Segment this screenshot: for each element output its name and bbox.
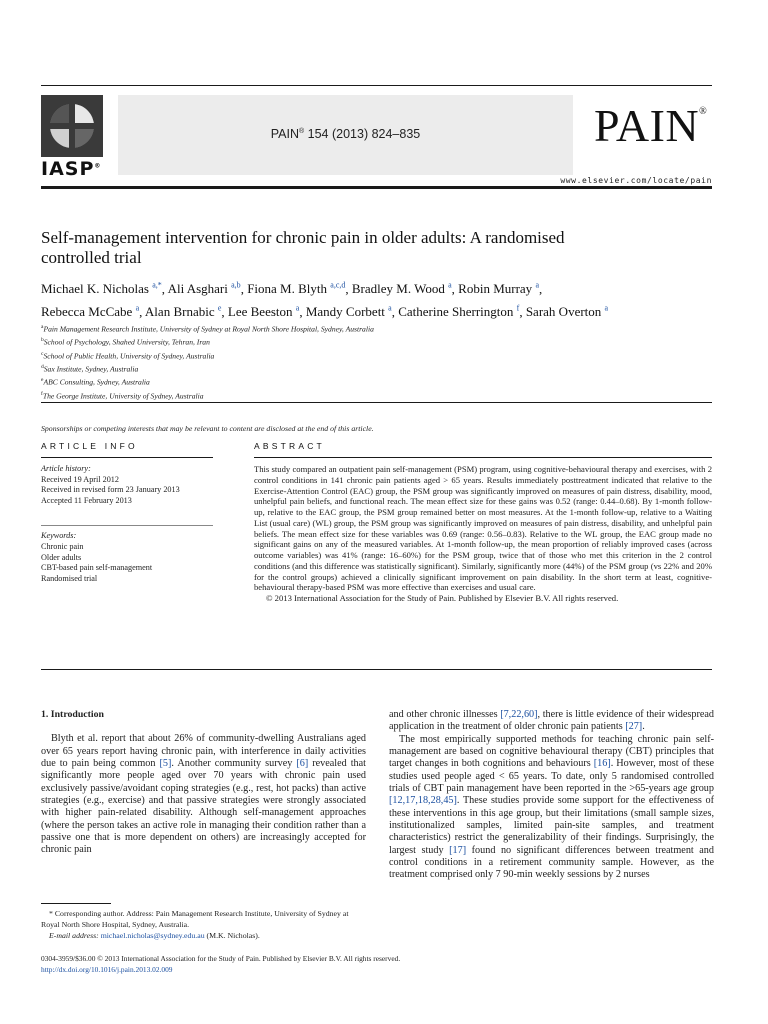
author-name: Mandy Corbett $^a$ (305, 303, 392, 320)
keyword: Chronic pain (41, 541, 84, 551)
author-name: Michael K. Nicholas $^{a,*}$ (41, 281, 162, 297)
body-paragraph: The most empirically supported methods for teaching chronic pain self-management are based on cognitive behavioural therapy (CBT) principles that target changes in both cognitions and behaviours [16]. However, most of these studies used people aged < 65 years. To date, only 5 randomised controlled trials of CBT pain management have been reported in the >65-years age group [12,17,18,28,45]. These studies provide some support for the effectiveness of these interventions in this age group, but their limitations (small sample sizes, institutionalized samples, limited pain-site samples, and treatment characteristics) restrict the generalizability of their findings. Surprisingly, the largest study [17] found no significant differences between treatment and control conditions in a retirement community sample. However, as the treatment comprised only 7 90-min weekly sessions by 2 nurses (389, 733, 714, 881)
author-name: Sarah Overton $^a$ (525, 303, 609, 320)
affiliation-item: $^e$ABC Consulting, Sydney, Australia (41, 377, 150, 387)
issn-copyright-line: 0304-3959/$36.00 © 2013 International Association for the Study of Pain. Published by Elsevier B.V. All rights reserved. (41, 954, 401, 963)
affiliation-item: $^f$The George Institute, University of Sydney, Australia (41, 390, 204, 401)
journal-url-link[interactable]: www.elsevier.com/locate/pain (560, 176, 712, 185)
keyword: Randomised trial (41, 573, 98, 583)
affiliations-rule (41, 402, 712, 403)
citation-link[interactable]: [6] (296, 758, 309, 770)
header-thick-rule (41, 186, 712, 189)
citation-link[interactable]: [5] (159, 758, 172, 770)
article-info-rule (41, 457, 213, 458)
author-name: Bradley M. Wood $^a$ (351, 281, 452, 297)
received-date: Received 19 April 2012 (41, 474, 119, 484)
citation-link[interactable]: [27] (625, 721, 643, 733)
affiliation-item: $^c$School of Public Health, University of Sydney, Australia (41, 350, 215, 361)
author-name: Ali Asghari $^{a,b}$ (167, 281, 241, 297)
body-right-column (389, 709, 714, 882)
doi-link[interactable]: http://dx.doi.org/10.1016/j.pain.2013.02.009 (41, 965, 173, 974)
author-name: Catherine Sherrington $^f$ (398, 303, 520, 320)
author-name: Rebecca McCabe $^a$ (41, 303, 140, 320)
iasp-logo-text: IASP® (41, 158, 102, 180)
author-name: Robin Murray $^a$ (458, 281, 539, 297)
citation-link[interactable]: [17] (449, 844, 467, 856)
affiliation-list (41, 322, 374, 402)
keywords-label: Keywords: (41, 531, 77, 541)
sponsorship-note: Sponsorships or competing interests that may be relevant to content are disclosed at the end of this article. (41, 424, 374, 433)
article-title: Self-management intervention for chronic pain in older adults: A randomised controlled trial (41, 228, 565, 267)
abstract-copyright: © 2013 International Association for the Study of Pain. Published by Elsevier B.V. All rights reserved. (266, 593, 619, 603)
pain-journal-logo: PAIN® (594, 100, 708, 151)
keyword: Older adults (41, 552, 82, 562)
journal-citation: PAIN® 154 (2013) 824–835 (270, 127, 421, 141)
affiliation-item: $^b$School of Psychology, Shahed University, Tehran, Iran (41, 337, 210, 347)
info-divider (41, 525, 213, 526)
body-paragraph: Blyth et al. report that about 26% of community-dwelling Australians aged over 65 years report having chronic pain, with interference in daily activities due to pain being common [5]. Another community survey [6] revealed that significantly more people aged over 70 years with chronic pain used exclusively passive/avoidant coping strategies (e.g., rest, hot packs) than active strategies (e.g., exercise) and that passive strategies were strongly associated with higher pain-related disability. Although self-management approaches (where the person takes an active role in managing their condition rather than a passive one that is more dependent on others) are increasingly accepted for chronic pain (41, 733, 366, 856)
footnote-rule (41, 903, 111, 904)
citation-link[interactable]: [7,22,60] (500, 709, 538, 720)
author-name: Lee Beeston $^a$ (227, 303, 300, 320)
body-left-column (41, 709, 366, 857)
affiliation-item: $^a$Pain Management Research Institute, University of Sydney at Royal North Shore Hospital, Sydney, Australia (41, 324, 374, 334)
affiliation-item: $^d$Sax Institute, Sydney, Australia (41, 363, 139, 374)
abstract-bottom-rule (41, 669, 712, 670)
history-label: Article history: (41, 464, 91, 473)
accepted-date: Accepted 11 February 2013 (41, 495, 132, 505)
iasp-logo-graphic (41, 95, 103, 161)
body-paragraph: and other chronic illnesses [7,22,60], there is little evidence of their widespread application in the treatment of older chronic pain patients [27]. (389, 709, 714, 733)
abstract-heading: ABSTRACT (254, 441, 325, 451)
citation-link[interactable]: [16] (593, 758, 611, 770)
citation-link[interactable]: [12,17,18,28,45] (389, 795, 457, 807)
abstract-rule (254, 457, 712, 458)
corresponding-author-footnote: * Corresponding author. Address: Pain Management Research Institute, University of Sydney at Royal North Shore Hospital, Sydney, Australia. E-mail address: michael.nicholas@sydney.edu.au (M.K. Nicholas). (41, 909, 349, 940)
revised-date: Received in revised form 23 January 2013 (41, 485, 180, 495)
author-name: Alan Brnabic $^e$ (144, 303, 222, 320)
abstract-paragraph: This study compared an outpatient pain self-management (PSM) program, using cognitive-behavioural therapy and exercises, with 2 control conditions in 141 chronic pain patients aged > 65 years. Results immediately posttreatment indicated that relative to the Exercise-Attention Control (EAC) group, the PSM group was significantly improved on measures of pain distress, disability, mood, unhelpful pain beliefs, and functional reach. The mean effect size for these gains was 0.52 (range: 0.44–0.68). By 1-month follow-up, relative to the EAC group, the PSM group remained better on most measures. At the 1-month follow-up, relative to a Waiting List (usual care) (WL) group, the PSM group was significantly improved on measures of pain distress, disability, and unhelpful pain beliefs. The mean effect size for these variables was 0.69 (range: 0.56–0.83). Relative to the WL group, the EAC group made no significant gains on any of the measured variables. At 1-month follow-up, the mean proportion of reliably improved cases (across outcome variables) was 41% (range: 16–60%) for the PSM group, twice that of those who met this criterion in the 2 control conditions (and this difference was statistically significant). Similarly, significantly more (44%) of the PSM group (vs 22% and 20% for the control groups) achieved a clinically significant improvement on pain disability. In the short term at least, cognitive-behavioural therapy-based PSM was more effective than exercises and usual care. (254, 464, 712, 593)
abstract-body (254, 464, 712, 604)
keyword: CBT-based pain self-management (41, 563, 153, 573)
author-name: Fiona M. Blyth $^{a,c,d}$ (247, 281, 346, 297)
top-rule (41, 85, 712, 86)
article-info-heading: ARTICLE INFO (41, 441, 138, 451)
section-heading: 1. Introduction (41, 709, 104, 720)
iasp-emblem-icon (41, 95, 103, 157)
author-email-link[interactable]: michael.nicholas@sydney.edu.au (100, 931, 205, 940)
author-list: Michael K. Nicholas $^{a,*}$, Ali Asghari $^{a,b}$, Fiona M. Blyth $^{a,c,d}$, Bradley M. Wood $^a$, Robin Murray $^a$, Rebecca McCabe $^a$, Alan Brnabic $^e$, Lee Beeston $^a$, Mandy Corbett $^a$, Catherine Sherrington $^f$, Sarah Overton $^a$ (41, 281, 609, 320)
article-info-block (41, 464, 213, 584)
